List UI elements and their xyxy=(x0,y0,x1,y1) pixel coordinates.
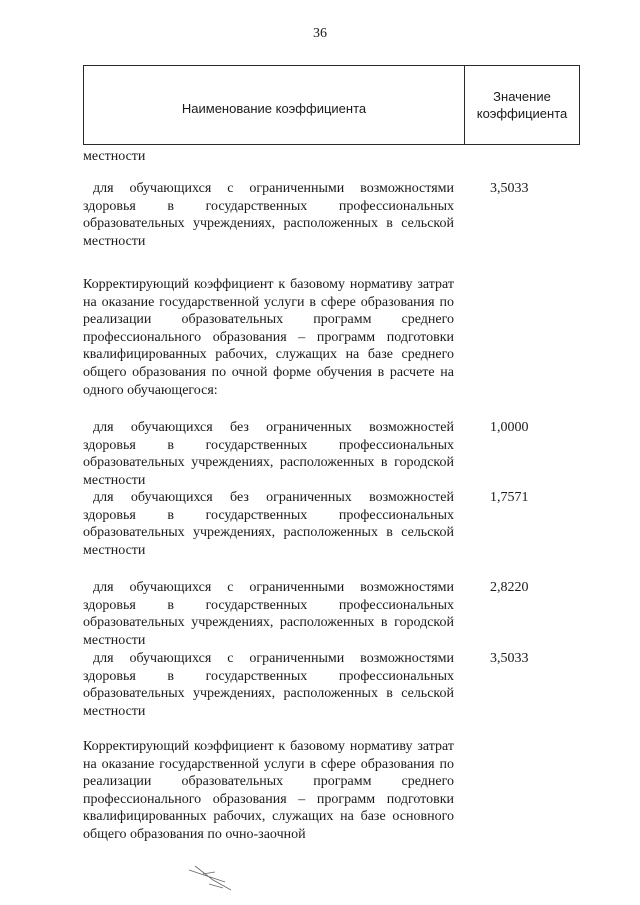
value-header-line2: коэффициента xyxy=(476,106,568,121)
value-header-line1: Значение xyxy=(493,89,551,104)
coefficient-value: 3,5033 xyxy=(490,181,529,196)
table-row-text: для обучающихся с ограниченными возможностями здоровья в государственных профессиональных образовательных учреждениях, расположенных в сельской местности xyxy=(83,181,454,249)
section-heading: Корректирующий коэффициент к базовому нормативу затрат на оказание государственной услуги в сфере образования по реализации образовательных программ среднего профессионального образования – программ подготовки квалифицированных рабочих, служащих на базе основного общего образования по очно-заочной xyxy=(83,739,454,842)
table-row-text: для обучающихся с ограниченными возможностями здоровья в государственных профессиональных образовательных учреждениях, расположенных в сельской местности xyxy=(83,651,454,719)
coefficient-value-header xyxy=(465,66,579,144)
section-heading: Корректирующий коэффициент к базовому нормативу затрат на оказание государственной услуги в сфере образования по реализации образовательных программ среднего профессионального образования – программ подготовки квалифицированных рабочих, служащих на базе среднего общего образования по очной форме обучения в расчете на одного обучающегося: xyxy=(83,277,454,398)
coefficient-value: 3,5033 xyxy=(490,651,529,666)
coefficient-value: 1,7571 xyxy=(490,490,529,505)
coefficient-value: 1,0000 xyxy=(490,420,529,435)
coefficient-name-header: Наименование коэффициента xyxy=(84,66,465,144)
table-row-text: местности xyxy=(83,149,146,164)
table-row-text: для обучающихся без ограниченных возможностей здоровья в государственных профессиональных образовательных учреждениях, расположенных в сельской местности xyxy=(83,490,454,558)
coefficient-value: 2,8220 xyxy=(490,580,529,595)
signature-mark xyxy=(185,860,245,896)
table-row-text: для обучающихся без ограниченных возможностей здоровья в государственных профессиональных образовательных учреждениях, расположенных в городской местности xyxy=(83,420,454,488)
table-header xyxy=(83,65,580,145)
page-number: 36 xyxy=(313,26,327,41)
table-row-text: для обучающихся с ограниченными возможностями здоровья в государственных профессиональных образовательных учреждениях, расположенных в городской местности xyxy=(83,580,454,648)
